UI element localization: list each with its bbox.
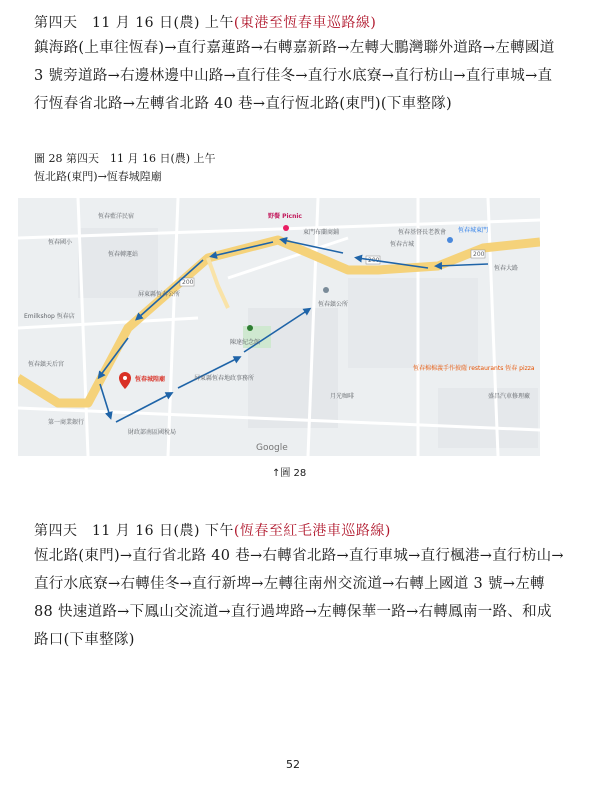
label-bank: 第一商業銀行 [48,419,85,426]
label-hospital: 恆春大路 [494,265,519,272]
figure-caption-line1: 圖 28 第四天 11 月 16 日(農) 上午 [34,152,216,165]
section2-route-text: 恆北路(東門)→直行省北路 40 巷→右轉省北路→直行車城→直行楓港→直行枋山→直行水底寮→右轉佳冬→直行新埤→左轉往南州交流道→右轉上國道 3 號→左轉 88 快速道路→下鳳山交流道→直行過埤路→左轉保華一路→右轉鳳南一路、和成路口(下車整隊) [34,548,564,648]
google-logo: Google [256,443,288,453]
label-shopping: 東門布蘭商鋪 [303,229,340,236]
page-number: 52 [286,758,300,771]
label-cafe: 恆春古城 [390,241,415,248]
road-shield-200c [471,250,485,258]
section2-route-title: (恆春至紅毛港車巡路線) [233,523,391,539]
section1-route-title: (東港至恆春車巡路線) [233,15,377,31]
section1-heading [34,12,376,32]
poi-town-office-marker [323,287,329,293]
poi-east-gate-marker [447,237,453,243]
label-east-gate: 恆春城東門 [458,227,489,234]
label-milkshop: Emilkshop 恆春店 [24,313,75,320]
label-court: 屏東縣恆春地政事務所 [194,375,255,382]
figure-reference: ↑圖 28 [272,468,307,479]
label-picnic: 野餐 Picnic [268,213,302,220]
poi-memorial-marker [247,325,253,331]
label-pizza: 恆春棉棉義手作披薩 restaurants 恆春 pizza [413,365,535,372]
svg-text:200: 200 [368,257,380,264]
label-moon-cafe: 月光咖啡 [330,393,355,400]
map-block [78,228,158,298]
label-repair-shop: 盛昌汽車修理廠 [488,393,531,400]
section2-heading [34,520,391,540]
svg-text:200: 200 [473,251,485,258]
label-tianhou-temple: 恆春鎮天后宮 [28,361,65,368]
label-guesthouse: 恆春藍洋民宿 [98,213,135,220]
label-school: 恆春國小 [48,239,73,246]
map-block [348,278,478,368]
label-town-office: 恆春鎮公所 [318,301,349,308]
label-park: 屏東縣恆春公所 [138,291,181,298]
label-temple: 恆春城隍廟 [135,376,166,383]
label-shuttle: 恆春轉運站 [108,251,139,258]
section1-date: 第四天 11 月 16 日(農) 上午 [34,15,234,31]
route-map [18,198,540,456]
map-svg [18,198,540,456]
label-memorial: 陳達紀念館 [230,339,261,346]
poi-picnic-marker [283,225,289,231]
label-tax-office: 財政部南區國稅局 [128,429,177,436]
figure-caption-line2: 恆北路(東門)→恆春城隍廟 [34,170,162,183]
section2-date: 第四天 11 月 16 日(農) 下午 [34,523,234,539]
section1-route-text: 鎮海路(上車往恆春)→直行嘉蓮路→右轉嘉新路→左轉大鵬灣聯外道路→左轉國道 3 號旁道路→右邊林邊中山路→直行佳冬→直行水底寮→直行枋山→直行車城→直行恆春省北路→左轉省北路 40 巷→直行恆北路(東門)(下車整隊) [34,40,555,112]
label-church: 恆春基督長老教會 [398,229,447,236]
svg-text:200: 200 [182,279,194,286]
